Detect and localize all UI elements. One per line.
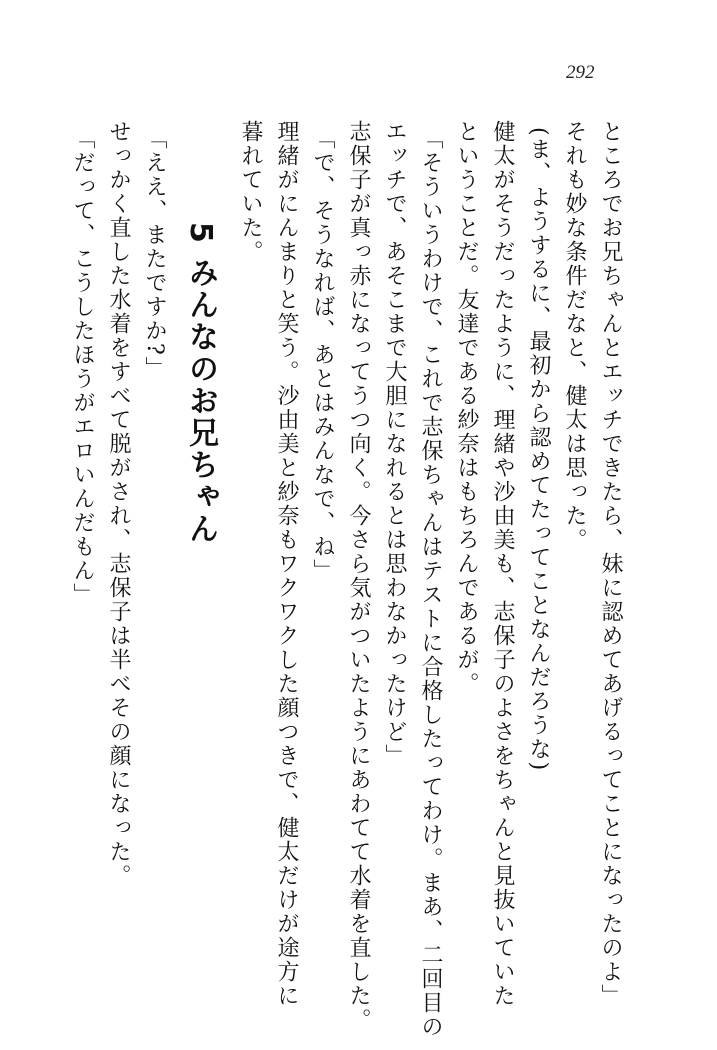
text-column: 「だって、こうしたほうがエロいんだもん」	[70, 127, 95, 607]
text-column: 暮れていた。	[238, 120, 263, 264]
text-column: 「そういうわけで、これで志保ちゃんはテストに合格したってわけ。まあ、二回目の	[418, 127, 443, 1039]
chapter-heading: 5 みんなのお兄ちゃん	[183, 222, 218, 546]
text-column: 「ええ、またですか?」	[142, 127, 167, 381]
text-column: ということだ。友達である紗奈はもちろんであるが。	[454, 120, 479, 696]
page-number: 292	[566, 62, 595, 83]
text-column: エッチで、あそこまで大胆になれるとは思わなかったけど」	[382, 120, 407, 768]
text-column: (ま、ようするに、最初から認めてたってことなんだろうな)	[526, 127, 551, 773]
text-column: せっかく直した水着をすべて脱がされ、志保子は半べその顔になった。	[106, 120, 131, 888]
text-column: 「で、そうなれば、あとはみんなで、ね」	[310, 127, 335, 583]
text-column: ところでお兄ちゃんとエッチできたら、妹に認めてあげるってことになったのよ」	[598, 120, 623, 1008]
text-column: それも妙な条件だなと、健太は思った。	[562, 120, 587, 552]
text-column: 健太がそうだったように、理緒や沙由美も、志保子のよさをちゃんと見抜いていた	[490, 120, 515, 1008]
text-column: 理緒がにんまりと笑う。沙由美と紗奈もワクワクした顔つきで、健太だけが途方に	[274, 120, 299, 1008]
text-column: 志保子が真っ赤になってうつ向く。今さら気がついたようにあわてて水着を直した。	[346, 120, 371, 1032]
